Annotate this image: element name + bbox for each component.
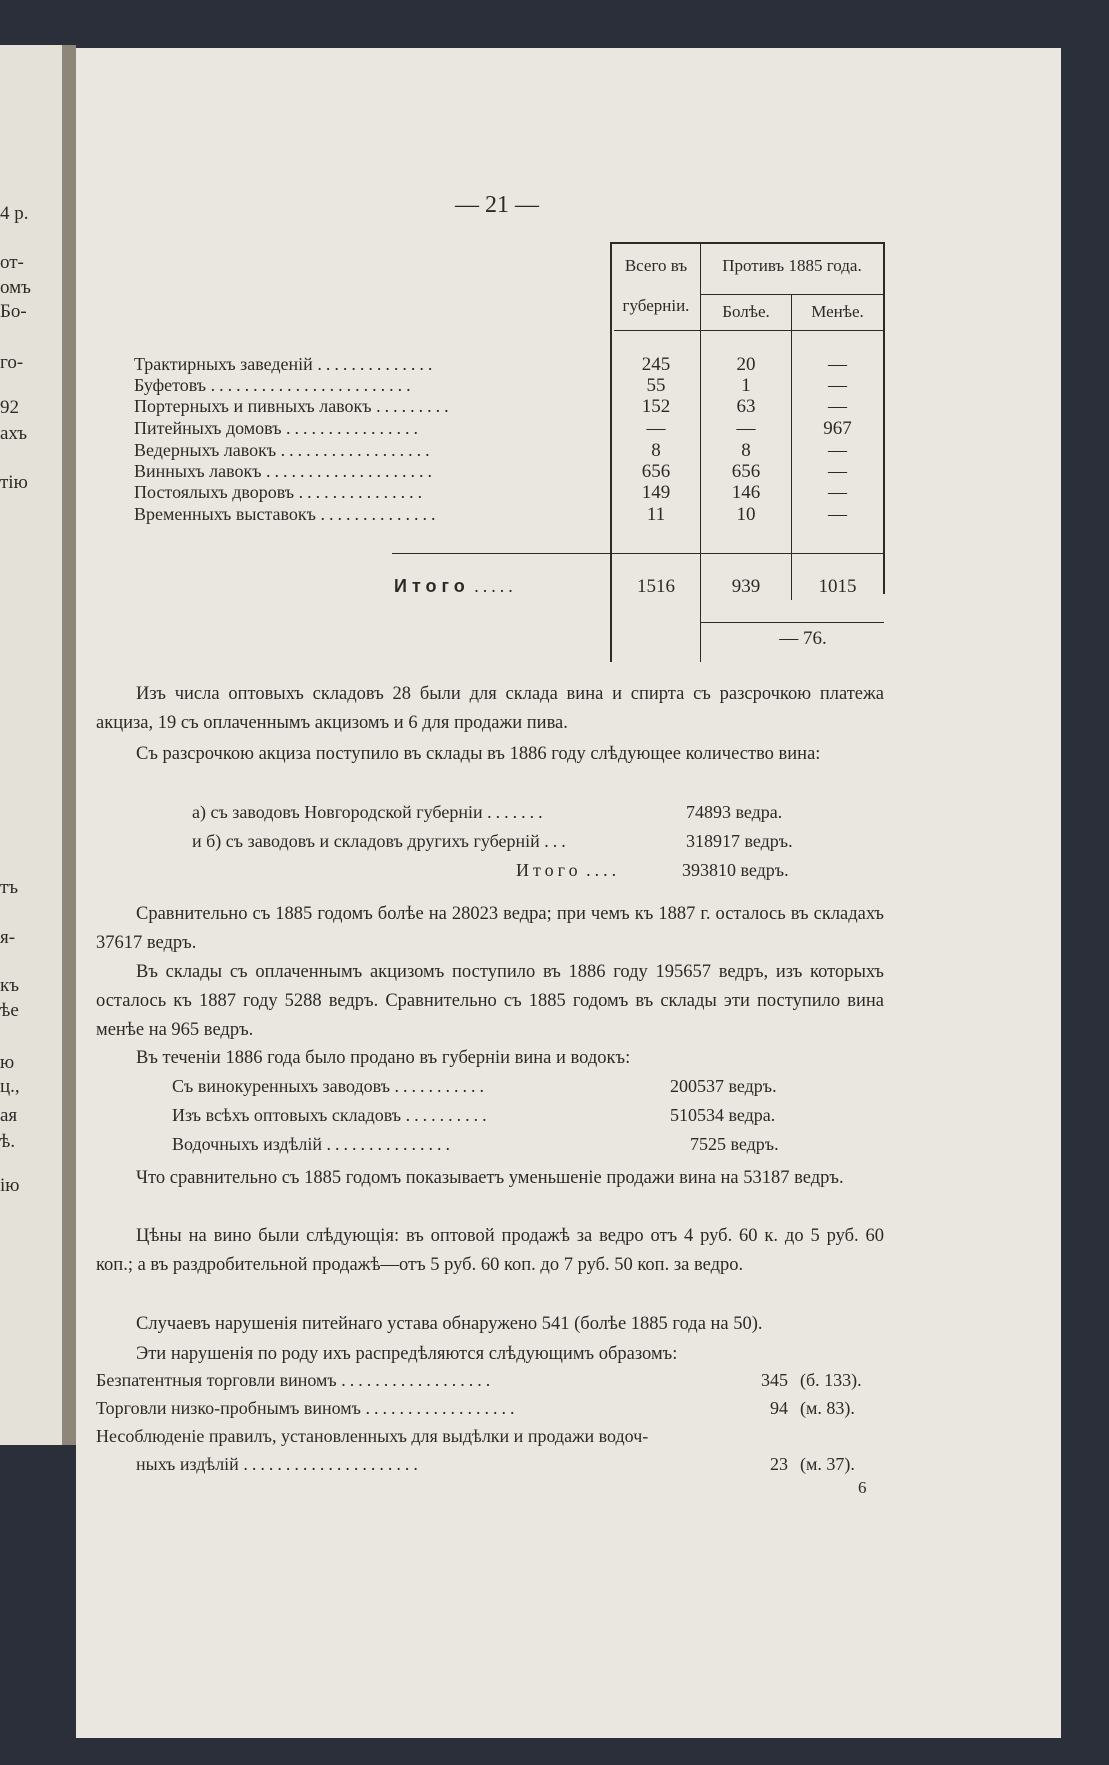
paragraph: Въ склады съ оплаченнымъ акцизомъ поступило въ 1886 году 195657 ведръ, изъ которыхъ осталось къ 1887 году 5288 ведръ. Сравнительно съ 1885 годомъ въ склады эти поступило вина менѣе на 965 ведръ.	[96, 962, 884, 1040]
left-fragment: омъ	[0, 277, 31, 298]
row-label: Трактирныхъ заведеній ..............	[134, 354, 437, 374]
violation-item-cont: ныхъ издѣлій .....................	[136, 1454, 422, 1474]
left-fragment: ію	[0, 1175, 20, 1196]
supply-value: 318917 ведръ.	[686, 831, 793, 851]
sales-value: 200537 ведръ.	[670, 1076, 777, 1096]
violation-count: 23	[770, 1454, 788, 1474]
left-fragment: от-	[0, 252, 24, 273]
row-more: 146	[731, 482, 761, 503]
table-rule	[614, 330, 884, 331]
table-rule	[700, 622, 884, 623]
header-total: Всего въ	[624, 256, 688, 275]
row-less: —	[828, 354, 847, 375]
row-more: 1	[741, 375, 751, 396]
sales-item: Съ винокуренныхъ заводовъ ...........	[172, 1076, 489, 1096]
header-compare: Противъ 1885 года.	[722, 256, 862, 275]
sales-item: Водочныхъ издѣлій ...............	[172, 1134, 455, 1154]
supply-item: а) съ заводовъ Новгородской губерніи .......	[192, 802, 547, 822]
paragraph: Сравнительно съ 1885 годомъ болѣе на 28023 ведра; при чемъ къ 1887 г. осталось въ складахъ 37617 ведръ.	[96, 904, 884, 953]
supply-total: Итого ....	[516, 860, 621, 880]
row-less: —	[828, 504, 847, 525]
header-less: Менѣе.	[811, 302, 864, 321]
violation-item: Торговли низко-пробнымъ виномъ ..................	[96, 1398, 519, 1418]
paragraph: Что сравнительно съ 1885 годомъ показываетъ уменьшеніе продажи вина на 53187 ведръ.	[136, 1168, 844, 1188]
left-page-fragment	[0, 45, 62, 1445]
violation-change: (м. 37).	[800, 1454, 855, 1474]
row-label: Ведерныхъ лавокъ ..................	[134, 440, 434, 460]
supply-total-value: 393810 ведръ.	[682, 860, 789, 880]
document-page	[76, 48, 1061, 1738]
total-label: Итого .....	[394, 576, 517, 596]
paragraph: Эти нарушенія по роду ихъ распредѣляются слѣдующимъ образомъ:	[136, 1344, 678, 1364]
row-label: Винныхъ лавокъ ....................	[134, 461, 437, 481]
left-fragment: тію	[0, 472, 28, 493]
paragraph: Въ теченіи 1886 года было продано въ губерніи вина и водокъ:	[136, 1048, 631, 1068]
sales-value: 7525 ведръ.	[690, 1134, 779, 1154]
row-total: 245	[641, 354, 671, 375]
row-less: —	[828, 461, 847, 482]
row-label: Питейныхъ домовъ ................	[134, 418, 423, 438]
row-more: 63	[736, 396, 756, 417]
paragraph: Изъ числа оптовыхъ складовъ 28 были для склада вина и спирта съ разсрочкою платежа акциза, 19 съ оплаченнымъ акцизомъ и 6 для продажи пива.	[96, 684, 884, 733]
left-fragment: ѣ.	[0, 1131, 16, 1152]
table-rule	[700, 294, 884, 295]
violation-item: Несоблюденіе правилъ, установленныхъ для выдѣлки и продажи водоч-	[96, 1426, 649, 1446]
signature-mark: 6	[858, 1478, 867, 1497]
table-rule	[392, 553, 884, 554]
row-more: 20	[736, 354, 756, 375]
sales-value: 510534 ведра.	[670, 1105, 776, 1125]
paragraph: Цѣны на вино были слѣдующія: въ оптовой продажѣ за ведро отъ 4 руб. 60 к. до 5 руб. 60 коп.; а въ раздробительной продажѣ—отъ 5 руб. 60 коп. до 7 руб. 50 коп. за ведро.	[96, 1226, 884, 1275]
row-total: 11	[646, 504, 666, 525]
row-less: —	[828, 396, 847, 417]
total-less: 1015	[818, 576, 857, 597]
violation-change: (м. 83).	[800, 1398, 855, 1418]
row-total: 8	[651, 440, 661, 461]
supply-item: и б) съ заводовъ и складовъ другихъ губерній ...	[192, 831, 570, 851]
left-fragment: го-	[0, 352, 24, 373]
page-gutter	[62, 45, 76, 1445]
row-total: 656	[641, 461, 671, 482]
row-total: 149	[641, 482, 671, 503]
row-label: Временныхъ выставокъ ..............	[134, 504, 440, 524]
left-fragment: ая	[0, 1105, 18, 1126]
left-fragment: я-	[0, 927, 16, 948]
row-total: 152	[641, 396, 671, 417]
row-label: Буфетовъ ........................	[134, 375, 415, 395]
row-less: —	[828, 440, 847, 461]
header-total: губерніи.	[622, 296, 690, 315]
total-more: 939	[731, 576, 761, 597]
row-less: 967	[823, 418, 852, 439]
violation-item: Безпатентныя торговли виномъ ..................	[96, 1370, 495, 1390]
table-top-rule	[610, 242, 884, 244]
left-fragment: 4 р.	[0, 203, 29, 224]
left-fragment: къ	[0, 975, 20, 996]
row-label: Постоялыхъ дворовъ ...............	[134, 482, 427, 502]
row-more: —	[736, 418, 756, 439]
table-difference: — 76.	[779, 628, 827, 649]
violation-count: 94	[770, 1398, 788, 1418]
row-more: 8	[741, 440, 751, 461]
left-fragment: ахъ	[0, 423, 28, 444]
left-fragment: ѣе	[0, 1000, 19, 1021]
row-label: Портерныхъ и пивныхъ лавокъ .........	[134, 396, 453, 416]
violation-count: 345	[761, 1370, 788, 1390]
left-fragment: ю	[0, 1052, 15, 1073]
row-total: 55	[646, 375, 666, 396]
paragraph: Съ разсрочкою акциза поступило въ склады въ 1886 году слѣдующее количество вина:	[136, 744, 821, 764]
supply-value: 74893 ведра.	[686, 802, 783, 822]
left-fragment: Бо-	[0, 301, 27, 322]
page-number: — 21 —	[455, 192, 539, 218]
row-less: —	[828, 482, 847, 503]
left-fragment: тъ	[0, 877, 19, 898]
row-more: 656	[731, 461, 761, 482]
paragraph: Случаевъ нарушенія питейнаго устава обнаружено 541 (болѣе 1885 года на 50).	[136, 1314, 763, 1334]
left-fragment: ц.,	[0, 1076, 20, 1097]
row-less: —	[828, 375, 847, 396]
sales-item: Изъ всѣхъ оптовыхъ складовъ ..........	[172, 1105, 491, 1125]
violation-change: (б. 133).	[800, 1370, 862, 1390]
total-total: 1516	[637, 576, 675, 597]
header-more: Болѣе.	[722, 302, 770, 321]
row-total: —	[646, 418, 666, 439]
row-more: 10	[736, 504, 756, 525]
left-fragment: 92	[0, 397, 19, 418]
